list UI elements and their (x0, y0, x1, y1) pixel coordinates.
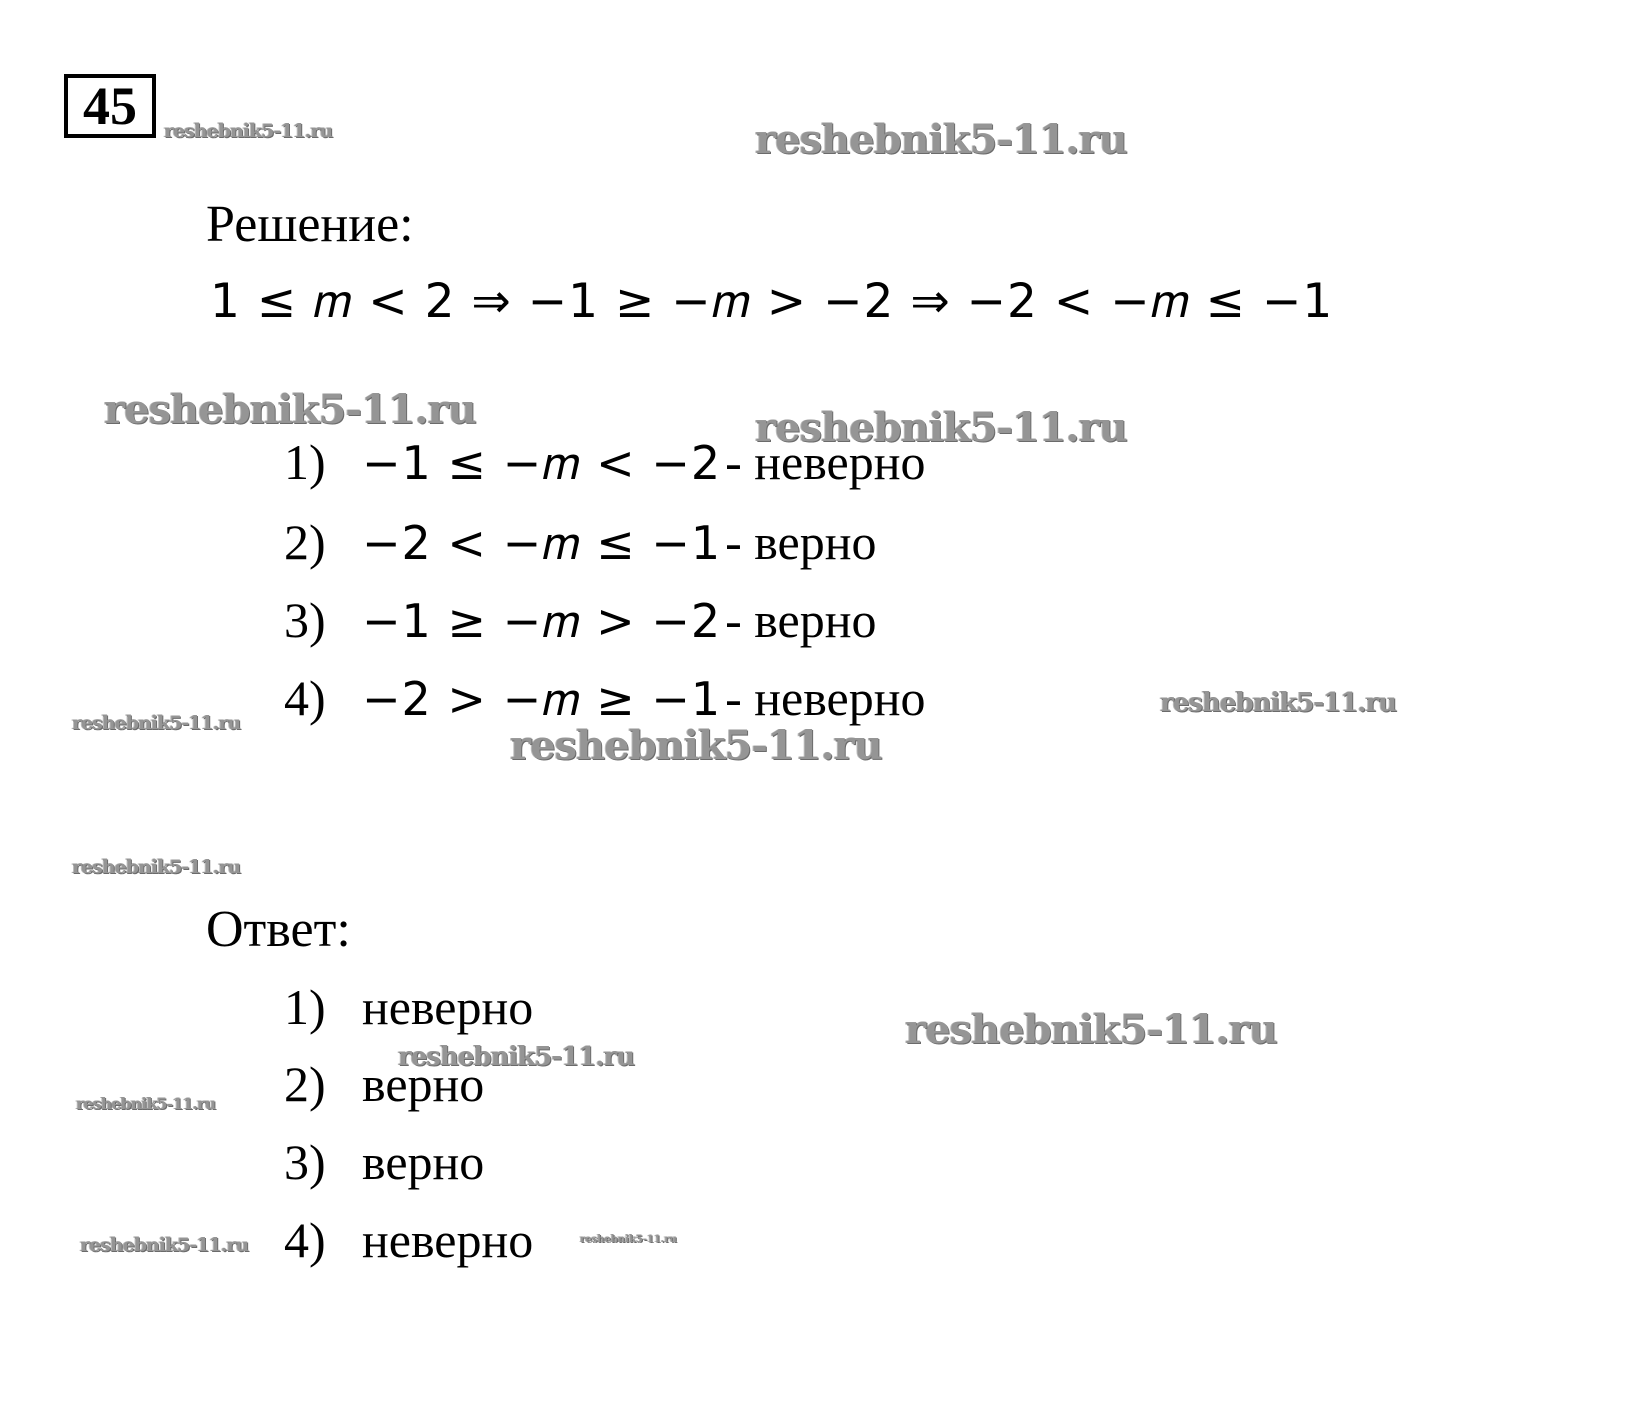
answer-text: верно (362, 1056, 485, 1112)
watermark: reshebnik5-11.ru (72, 856, 241, 878)
item-expression: −2 < −𝑚 ≤ −1 (362, 516, 722, 570)
watermark: reshebnik5-11.ru (755, 404, 1127, 451)
watermark: reshebnik5-11.ru (80, 1234, 249, 1256)
item-number: 3) (284, 1134, 326, 1190)
item-expression: −2 > −𝑚 ≥ −1 (362, 672, 722, 726)
item-verdict: - верно (725, 514, 877, 570)
item-number: 4) (284, 670, 326, 726)
item-expression: −1 ≤ −𝑚 < −2 (362, 436, 722, 490)
inequality-chain: 1 ≤ 𝑚 < 2 ⇒ −1 ≥ −𝑚 > −2 ⇒ −2 < −𝑚 ≤ −1 (210, 274, 1334, 329)
watermark: reshebnik5-11.ru (76, 1094, 216, 1113)
answer-text: неверно (362, 1212, 534, 1268)
watermark: reshebnik5-11.ru (104, 386, 476, 433)
answer-item (284, 1052, 484, 1116)
item-verdict: - верно (725, 592, 877, 648)
answer-text: верно (362, 1134, 485, 1190)
solution-item (284, 588, 877, 652)
answer-item (284, 1130, 484, 1194)
watermark: reshebnik5-11.ru (510, 722, 882, 769)
watermark: reshebnik5-11.ru (72, 712, 241, 734)
item-verdict: - неверно (725, 670, 926, 726)
answer-heading: Ответ: (206, 901, 351, 958)
answer-text: неверно (362, 979, 534, 1035)
item-verdict: - неверно (725, 434, 926, 490)
item-number: 1) (284, 434, 326, 490)
problem-number: 45 (83, 76, 137, 136)
watermark: reshebnik5-11.ru (398, 1042, 635, 1072)
item-number: 2) (284, 1056, 326, 1112)
solution-item (284, 666, 925, 730)
item-number: 4) (284, 1212, 326, 1268)
answer-item (284, 975, 533, 1039)
item-number: 2) (284, 514, 326, 570)
watermark: reshebnik5-11.ru (905, 1006, 1277, 1053)
item-expression: −1 ≥ −𝑚 > −2 (362, 594, 722, 648)
watermark: reshebnik5-11.ru (580, 1234, 677, 1245)
answer-item (284, 1208, 533, 1272)
problem-number-box (64, 74, 156, 138)
item-number: 1) (284, 979, 326, 1035)
solution-item (284, 430, 925, 494)
solution-heading: Решение: (206, 196, 414, 253)
solution-item (284, 510, 877, 574)
watermark: reshebnik5-11.ru (755, 116, 1127, 163)
item-number: 3) (284, 592, 326, 648)
watermark: reshebnik5-11.ru (164, 120, 333, 142)
watermark: reshebnik5-11.ru (1160, 688, 1397, 718)
